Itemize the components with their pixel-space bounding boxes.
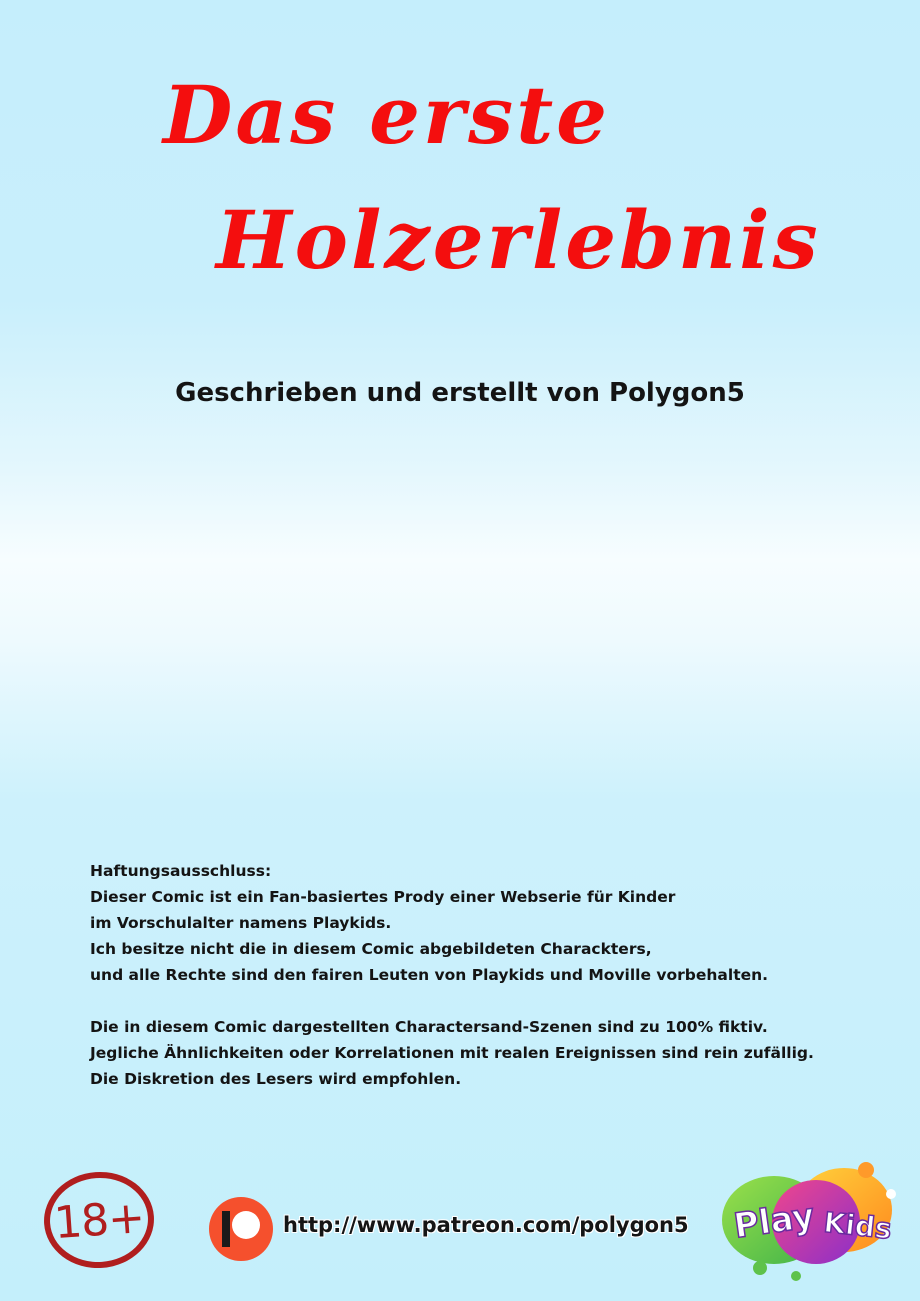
age-rating-badge — [41, 1168, 157, 1271]
disclaimer-heading: Haftungsausschluss: — [90, 862, 272, 880]
author-subtitle: Geschrieben und erstellt von Polygon5 — [175, 378, 745, 408]
disclaimer-spacer — [90, 988, 890, 1014]
disclaimer-line: Die Diskretion des Lesers wird empfohlen. — [90, 1070, 462, 1088]
age-rating-label: 18+ — [52, 1191, 146, 1249]
disclaimer-line: im Vorschulalter namens Playkids. — [90, 914, 392, 932]
disclaimer-line: und alle Rechte sind den fairen Leuten von Playkids und Moville vorbehalten. — [90, 966, 769, 984]
svg-text:Play: Play — [731, 1195, 817, 1247]
disclaimer-line: Die in diesem Comic dargestellten Charactersand-Szenen sind zu 100% fiktiv. — [90, 1018, 768, 1036]
patreon-icon[interactable] — [209, 1197, 273, 1261]
disclaimer-line: Jegliche Ähnlichkeiten oder Korrelationen mit realen Ereignissen sind rein zufällig. — [90, 1044, 814, 1062]
patreon-link[interactable]: http://www.patreon.com/polygon5 — [283, 1213, 689, 1237]
svg-text:Kids: Kids — [822, 1205, 894, 1246]
disclaimer-line: Dieser Comic ist ein Fan-basiertes Prody einer Webserie für Kinder — [90, 888, 676, 906]
disclaimer-block — [90, 858, 890, 1092]
title-line-2: Holzerlebnis — [216, 193, 821, 287]
disclaimer-line: Ich besitze nicht die in diesem Comic abgebildeten Charackters, — [90, 940, 652, 958]
playkids-logo — [716, 1152, 904, 1282]
title-line-1: Das erste — [163, 68, 611, 162]
